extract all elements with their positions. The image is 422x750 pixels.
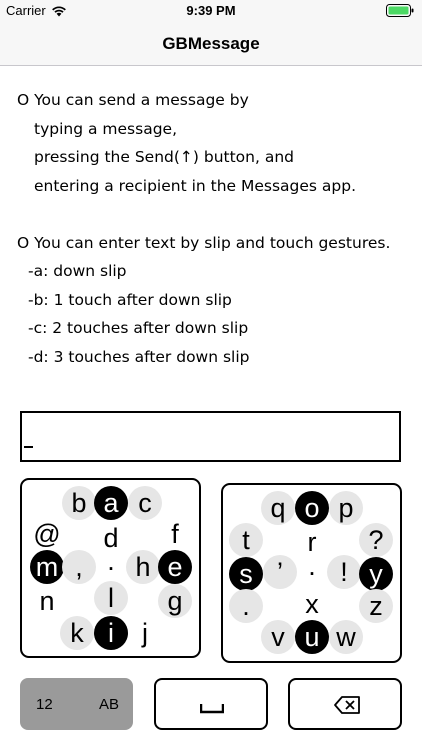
mode-alpha-label: AB [98, 696, 119, 713]
key-a[interactable]: a [94, 486, 128, 520]
status-right [386, 4, 414, 17]
status-bar [0, 0, 422, 22]
space-button[interactable] [154, 678, 268, 730]
right-gesture-pad[interactable] [221, 483, 402, 663]
send-intro: O You can send a message by [17, 91, 249, 109]
key-j[interactable]: j [142, 617, 148, 648]
key-r[interactable]: r [307, 526, 317, 557]
gesture-step: -d: 3 touches after down slip [28, 347, 250, 366]
key-n[interactable]: n [39, 585, 55, 616]
key-apostrophe[interactable]: ’ [263, 555, 297, 589]
key-t[interactable]: t [229, 523, 263, 557]
key-y[interactable]: y [359, 557, 393, 591]
key-l[interactable]: l [94, 581, 128, 615]
delete-backspace-icon [333, 695, 361, 715]
send-step: pressing the Send(↑) button, and [34, 148, 295, 166]
page-title: GBMessage [162, 34, 260, 53]
key-b[interactable]: b [62, 486, 96, 520]
key-v[interactable]: v [261, 620, 295, 654]
left-gesture-pad[interactable] [20, 478, 201, 658]
send-step: entering a recipient in the Messages app. [34, 176, 357, 195]
key-m[interactable]: m [30, 550, 64, 584]
gesture-step: -c: 2 touches after down slip [28, 319, 249, 337]
space-icon [200, 702, 224, 714]
key-question[interactable]: ? [359, 523, 393, 557]
gesture-intro: O You can enter text by slip and touch gestures. [17, 233, 391, 252]
key-center-dot[interactable]: · [106, 551, 116, 582]
key-c[interactable]: c [128, 486, 162, 520]
key-o[interactable]: o [295, 491, 329, 525]
key-period[interactable]: . [229, 589, 263, 623]
key-g[interactable]: g [158, 584, 192, 618]
key-p[interactable]: p [329, 491, 363, 525]
send-step: typing a message, [34, 119, 177, 138]
key-d[interactable]: d [103, 522, 119, 553]
key-f[interactable]: f [171, 518, 179, 549]
carrier-label: Carrier [6, 3, 46, 18]
mode-numeric-label: 12 [36, 696, 53, 713]
key-at[interactable]: @ [33, 518, 61, 549]
gesture-step: -b: 1 touch after down slip [28, 290, 232, 309]
key-center-dot[interactable]: · [307, 556, 317, 587]
mode-toggle-button[interactable] [20, 678, 133, 730]
key-q[interactable]: q [261, 491, 295, 525]
instructions [17, 86, 412, 371]
text-cursor [24, 446, 33, 448]
key-z[interactable]: z [359, 589, 393, 623]
message-input[interactable] [20, 411, 401, 462]
key-x[interactable]: x [305, 588, 319, 619]
key-h[interactable]: h [126, 550, 160, 584]
key-exclamation[interactable]: ! [327, 555, 361, 589]
key-comma[interactable]: , [62, 550, 96, 584]
key-i[interactable]: i [94, 616, 128, 650]
key-w[interactable]: w [329, 620, 363, 654]
delete-button[interactable] [288, 678, 402, 730]
key-s[interactable]: s [229, 557, 263, 591]
key-e[interactable]: e [158, 550, 192, 584]
status-time: 9:39 PM [186, 3, 236, 18]
gesture-step: -a: down slip [28, 262, 127, 280]
key-k[interactable]: k [60, 616, 94, 650]
navigation-bar [0, 22, 422, 66]
battery-icon [386, 4, 414, 17]
key-u[interactable]: u [295, 620, 329, 654]
